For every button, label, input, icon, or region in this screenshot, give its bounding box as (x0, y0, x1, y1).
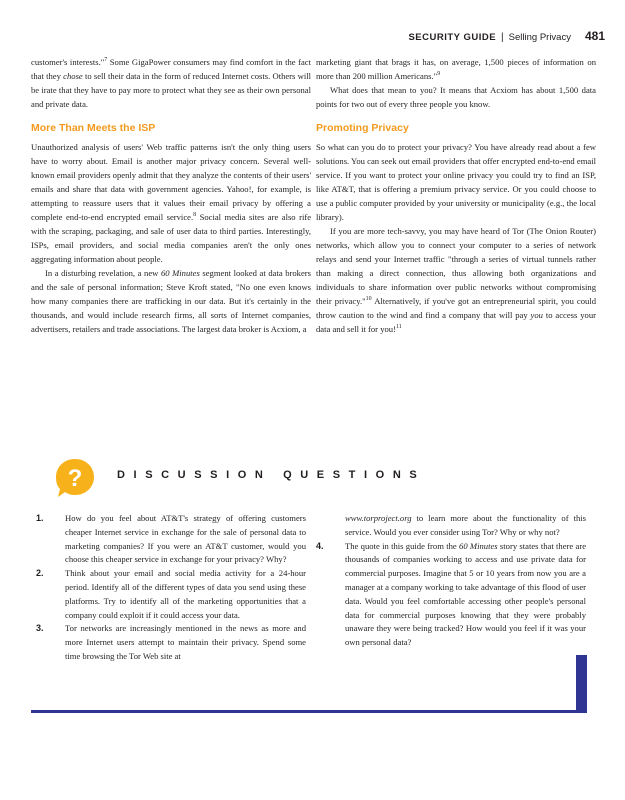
footnote-ref: 10 (365, 296, 372, 302)
question-number: 4. (316, 540, 324, 551)
paragraph: marketing giant that brags it has, on average, 1,500 pieces of information on more than 200 million Americans."$^9$ (316, 57, 596, 81)
paragraph: customer's interests."$^7$ Some GigaPower consumers may find comfort in the fact that they chose to sell their data in the form of reduced Internet costs. Others will be irate that they have to pay more to protect what they see as their own personal and private data. (31, 57, 311, 109)
left-column (31, 55, 311, 336)
question-badge-icon (54, 457, 96, 499)
paragraph: Unauthorized analysis of users' Web traffic patterns isn't the only thing users have to worry about. Email is another major privacy concern. Several well-known email providers openly admit that they analyze the contents of their users' emails and share that data with government agencies. Yahoo!, for example, is attempting to reassure users that it values their email privacy by offering a complete end-to-end encrypted email service.$^8$ Social media sites are also rife with the scraping, packaging, and sale of user data to third parties. Interestingly, ISPs, email providers, and social media companies aren't the only ones aggregating information about people. (31, 142, 312, 264)
header-section-title: Selling Privacy (508, 32, 571, 43)
list-item (316, 540, 586, 650)
questions-right (316, 512, 586, 650)
paragraph: What does that mean to you? It means that Acxiom has about 1,500 data points for two out of every three people you know. (316, 85, 596, 109)
question-text: How do you feel about AT&T's strategy of offering customers cheaper Internet service in exchange for the sale of personal data to marketing companies? If you were an AT&T customer, would you choose this cheaper service in exchange for your privacy? Why? (65, 513, 306, 565)
right-column (316, 55, 596, 336)
footnote-ref: 9 (437, 71, 441, 77)
footnote-ref: 8 (193, 212, 197, 218)
corner-tab (576, 655, 587, 713)
list-item (36, 512, 306, 567)
running-header (408, 29, 605, 43)
question-number: 1. (36, 513, 44, 523)
questions-left (36, 512, 306, 664)
paragraph: In a disturbing revelation, a new 60 Minutes segment looked at data brokers and the sale of personal information; Steve Kroft stated, "No one even knows how many companies there are trafficking in our data. But it's certainly in the thousands, and would include research firms, all sorts of Internet companies, advertisers, retailers and trade associations. The largest data broker is Acxiom, a (31, 268, 311, 334)
footnote-ref: 7 (104, 57, 108, 63)
footnote-ref: 11 (395, 324, 402, 330)
paragraph: So what can you do to protect your privacy? You have already read about a few solutions. You can seek out email providers that offer encrypted end-to-end email service. If you want to protect your online privacy you could try to find an ISP, like AT&T, that is offering a premium privacy service. Or you could choose to use a public computer provided by your university or municipality (e.g., the local library). (316, 142, 596, 222)
section-heading: More Than Meets the ISP (31, 122, 156, 134)
page-number: 481 (584, 29, 605, 43)
list-item (36, 622, 306, 663)
badge-symbol: ? (67, 465, 83, 492)
discussion-title: DISCUSSION QUESTIONS (117, 469, 426, 481)
bottom-rule (31, 710, 587, 713)
tor-url: www.torproject.org (345, 513, 412, 523)
list-item (36, 567, 306, 622)
section-heading: Promoting Privacy (316, 122, 409, 134)
question-number: 2. (36, 568, 44, 579)
question-continuation: www.torproject.org to learn more about the functionality of this service. Would you ever consider using Tor? Why or why not? (345, 513, 586, 537)
question-text: Tor networks are increasingly mentioned in the news as more and more Internet users attempt to maintain their privacy. Spend some time browsing the Tor Web site at (65, 623, 306, 661)
header-series: SECURITY GUIDE (408, 32, 497, 43)
question-number: 3. (36, 623, 44, 634)
question-text: The quote in this guide from the 60 Minutes story states that there are thousands of companies working to access and use private data for commercial purposes. Imagine that 5 or 10 years from now you are a manager at a company working to take advantage of this flood of user data. Would you feel comfortable accessing other people's personal data for commercial purposes knowing that they were probably unaware they were being tracked? How would you feel if it was your own personal data? (345, 540, 587, 648)
paragraph: If you are more tech-savvy, you may have heard of Tor (The Onion Router) networks, which allow you to connect your computer to a series of network relays and send your Internet traffic "through a series of virtual tunnels rather than making a direct connection, thus allowing both organizations and individuals to share information over public networks without compromising their privacy."$^{10}$ Alternatively, if you've got an entrepreneurial spirit, you could throw caution to the wind and find a company that will pay you to access your data and sell it for you!$^{11}$ (316, 226, 596, 334)
question-text: Think about your email and social media activity for a 24-hour period. Identify all of the different types of data you send using these platforms. Try to identify all of the marketing opportunities that a company could exploit if it could access your data. (65, 568, 306, 620)
header-separator: | (501, 32, 504, 43)
